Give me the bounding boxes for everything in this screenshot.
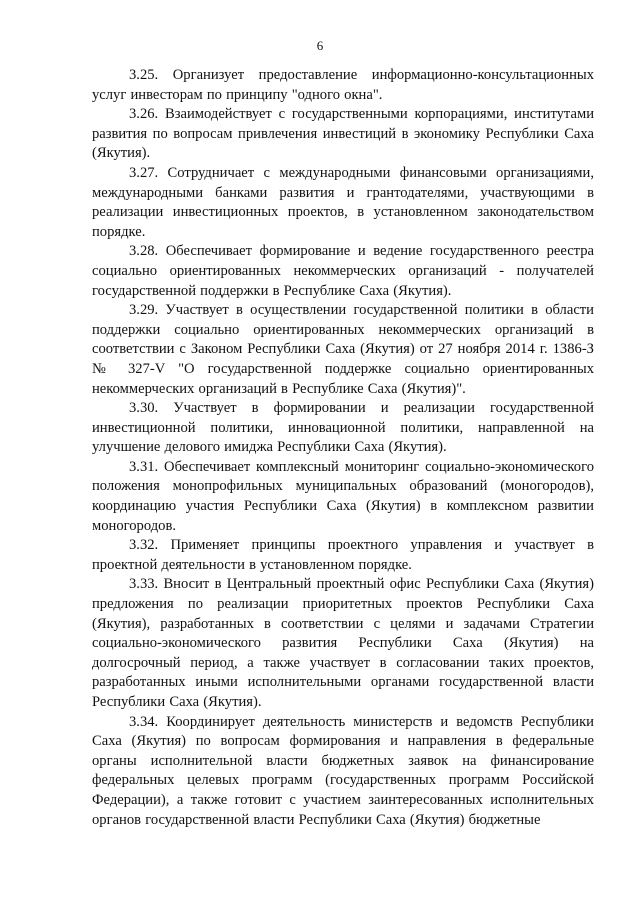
paragraph-3-27: 3.27. Сотрудничает с международными финансовыми организациями, международными банками развития и грантодателями, участвующими в реализации инвестиционных проектов, в установленном законодательством порядке.: [92, 164, 594, 240]
page-number: 6: [316, 38, 324, 53]
document-body: [92, 66, 594, 830]
paragraph-3-29: 3.29. Участвует в осуществлении государственной политики в области поддержки социально ориентированных некоммерческих организаций в соответствии с Законом Республики Саха (Якутия) от 27 ноября 2014 г. 1386-З № 327-V "О государственной поддержке социально ориентированных некоммерческих организаций в Республике Саха (Якутия)".: [92, 302, 594, 397]
paragraph-3-26: 3.26. Взаимодействует с государственными корпорациями, институтами развития по вопросам привлечения инвестиций в экономику Республики Саха (Якутия).: [92, 106, 594, 162]
paragraph-3-28: 3.28. Обеспечивает формирование и ведение государственного реестра социально ориентированных некоммерческих организаций - получателей государственной поддержки в Республике Саха (Якутия).: [92, 243, 594, 299]
paragraph-3-33: 3.33. Вносит в Центральный проектный офис Республики Саха (Якутия) предложения по реализации приоритетных проектов Республики Саха (Якутия), разработанных в соответствии с целями и задачами Стратегии социально-экономического развития Республики Саха (Якутия) на долгосрочный период, а также участвует в согласовании таких проектов, разработанных иными исполнительными органами государственной власти Республики Саха (Якутия).: [92, 576, 594, 710]
paragraph-3-25: 3.25. Организует предоставление информационно-консультационных услуг инвесторам по принципу "одного окна".: [92, 67, 594, 103]
paragraph-3-34: 3.34. Координирует деятельность министерств и ведомств Республики Саха (Якутия) по вопросам формирования и направления в федеральные органы исполнительной власти бюджетных заявок на финансирование федеральных целевых программ (государственных программ Российской Федерации), а также готовит с участием заинтересованных исполнительных органов государственной власти Республики Саха (Якутия) бюджетные: [92, 713, 594, 828]
paragraph-3-31: 3.31. Обеспечивает комплексный мониторинг социально-экономического положения монопрофильных муниципальных образований (моногородов), координацию участия Республики Саха (Якутия) в комплексном развитии моногородов.: [92, 458, 594, 534]
paragraph-3-30: 3.30. Участвует в формировании и реализации государственной инвестиционной политики, инновационной политики, направленной на улучшение делового имиджа Республики Саха (Якутия).: [92, 400, 594, 456]
paragraph-3-32: 3.32. Применяет принципы проектного управления и участвует в проектной деятельности в установленном порядке.: [92, 537, 594, 573]
